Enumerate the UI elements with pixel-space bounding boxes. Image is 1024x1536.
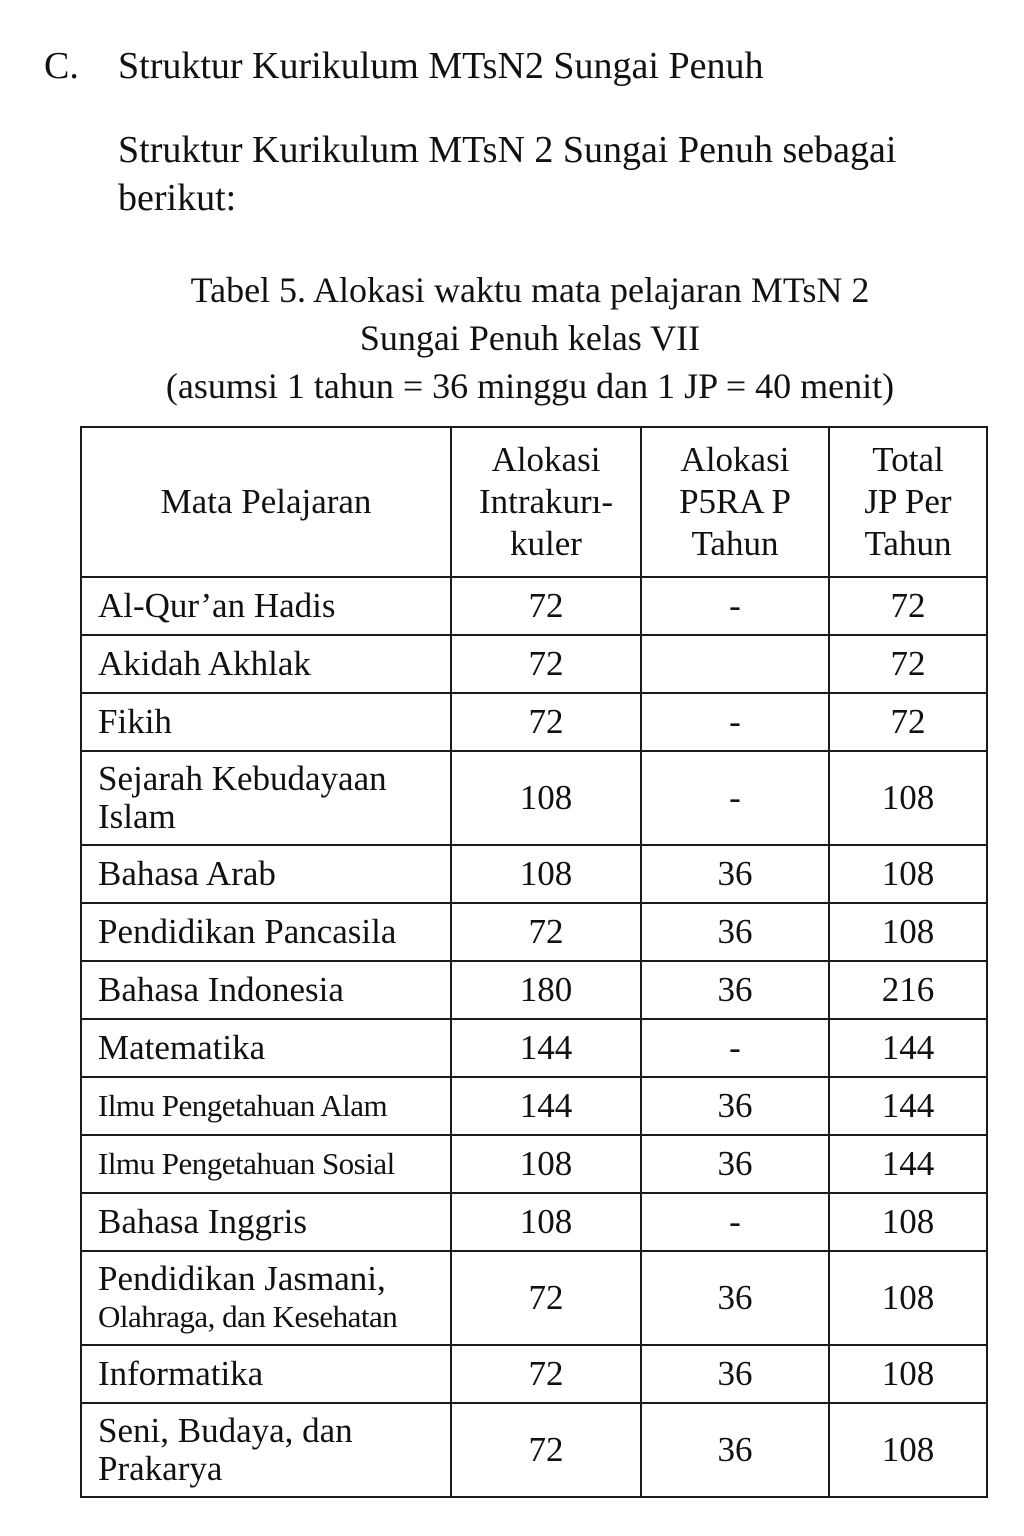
intrakurikuler-cell: 108 [451,1135,641,1193]
subject-line: Pendidikan Pancasila [98,912,397,951]
subject-cell [81,961,451,1019]
subject-line: Akidah Akhlak [98,644,311,683]
caption-line-2: Sungai Penuh kelas VII [359,318,701,358]
total-jp-cell: 108 [829,751,987,845]
subject-cell [81,693,451,751]
p5rap-cell: 36 [641,903,829,961]
intrakurikuler-cell: 108 [451,845,641,903]
subject-line: Bahasa Inggris [98,1202,307,1241]
subject-line: Bahasa Arab [98,854,276,893]
intrakurikuler-cell: 72 [451,903,641,961]
total-jp-cell: 144 [829,1077,987,1135]
p5rap-cell: - [641,1019,829,1077]
p5rap-cell: 36 [641,1251,829,1345]
subject-line: Prakarya [98,1449,223,1488]
intrakurikuler-cell: 108 [451,751,641,845]
subject-cell [81,1403,451,1497]
intrakurikuler-cell: 72 [451,1403,641,1497]
total-jp-cell: 72 [829,693,987,751]
intrakurikuler-cell: 72 [451,635,641,693]
p5rap-cell: 36 [641,961,829,1019]
p5rap-cell [641,635,829,693]
subject-cell [81,903,451,961]
table-row [81,751,987,845]
intrakurikuler-cell: 144 [451,1077,641,1135]
table-body [81,577,987,1497]
intrakurikuler-cell: 72 [451,693,641,751]
subject-line: Islam [98,797,176,836]
p5rap-cell: 36 [641,1345,829,1403]
table-row [81,1135,987,1193]
header-intrakurikuler: Alokasi Intrakurı- kuler [451,427,641,577]
header-p5rap: Alokasi P5RA P Tahun [641,427,829,577]
p5rap-cell: 36 [641,1403,829,1497]
subject-line: Ilmu Pengetahuan Alam [98,1088,388,1123]
section-title: Struktur Kurikulum MTsN2 Sungai Penuh [118,45,764,87]
total-jp-cell: 108 [829,1403,987,1497]
table-caption [80,266,980,410]
total-jp-cell: 72 [829,635,987,693]
subject-cell [81,1019,451,1077]
subject-line: Fikih [98,702,172,741]
total-jp-cell: 108 [829,903,987,961]
caption-line-3: (asumsi 1 tahun = 36 minggu dan 1 JP = 40 menit) [165,366,895,406]
p5rap-cell: 36 [641,845,829,903]
intrakurikuler-cell: 72 [451,1345,641,1403]
subject-cell [81,577,451,635]
p5rap-cell: - [641,751,829,845]
allocation-table [80,426,988,1498]
section-letter: C. [44,45,79,87]
p5rap-cell: 36 [641,1077,829,1135]
intrakurikuler-cell: 108 [451,1193,641,1251]
subject-line: Seni, Budaya, dan [98,1411,353,1450]
table-header-row [81,427,987,577]
intrakurikuler-cell: 180 [451,961,641,1019]
subject-line: Matematika [98,1028,266,1067]
p5rap-cell: - [641,577,829,635]
subject-line: Informatika [98,1354,264,1393]
subject-cell [81,1251,451,1345]
total-jp-cell: 108 [829,845,987,903]
table-row [81,1019,987,1077]
subject-cell [81,845,451,903]
table-row [81,1403,987,1497]
table-row [81,1345,987,1403]
intrakurikuler-cell: 72 [451,577,641,635]
table-row [81,693,987,751]
table-row [81,635,987,693]
subject-line: Sejarah Kebudayaan [98,759,387,798]
intrakurikuler-cell: 72 [451,1251,641,1345]
intro-paragraph: Struktur Kurikulum MTsN 2 Sungai Penuh sebagai berikut: [118,129,897,219]
subject-line: Olahraga, dan Kesehatan [98,1299,398,1334]
subject-cell [81,751,451,845]
table-row [81,1077,987,1135]
subject-line: Pendidikan Jasmani, [98,1259,386,1298]
section-heading [44,40,763,92]
header-subject: Mata Pelajaran [81,427,451,577]
table-row [81,1251,987,1345]
total-jp-cell: 216 [829,961,987,1019]
total-jp-cell: 144 [829,1135,987,1193]
subject-cell [81,1345,451,1403]
caption-line-1: Tabel 5. Alokasi waktu mata pelajaran MTsN 2 [190,270,870,310]
table-row [81,1193,987,1251]
subject-cell [81,1193,451,1251]
subject-line: Bahasa Indonesia [98,970,344,1009]
table-row [81,961,987,1019]
total-jp-cell: 108 [829,1345,987,1403]
p5rap-cell: 36 [641,1135,829,1193]
subject-cell [81,635,451,693]
table-row [81,845,987,903]
p5rap-cell: - [641,1193,829,1251]
subject-line: Al-Qur’an Hadis [98,586,336,625]
total-jp-cell: 108 [829,1193,987,1251]
total-jp-cell: 144 [829,1019,987,1077]
table-row [81,577,987,635]
subject-line: Ilmu Pengetahuan Sosial [98,1146,395,1181]
header-total-jp: Total JP Per Tahun [829,427,987,577]
subject-cell [81,1077,451,1135]
p5rap-cell: - [641,693,829,751]
intrakurikuler-cell: 144 [451,1019,641,1077]
table-row [81,903,987,961]
total-jp-cell: 108 [829,1251,987,1345]
subject-cell [81,1135,451,1193]
total-jp-cell: 72 [829,577,987,635]
